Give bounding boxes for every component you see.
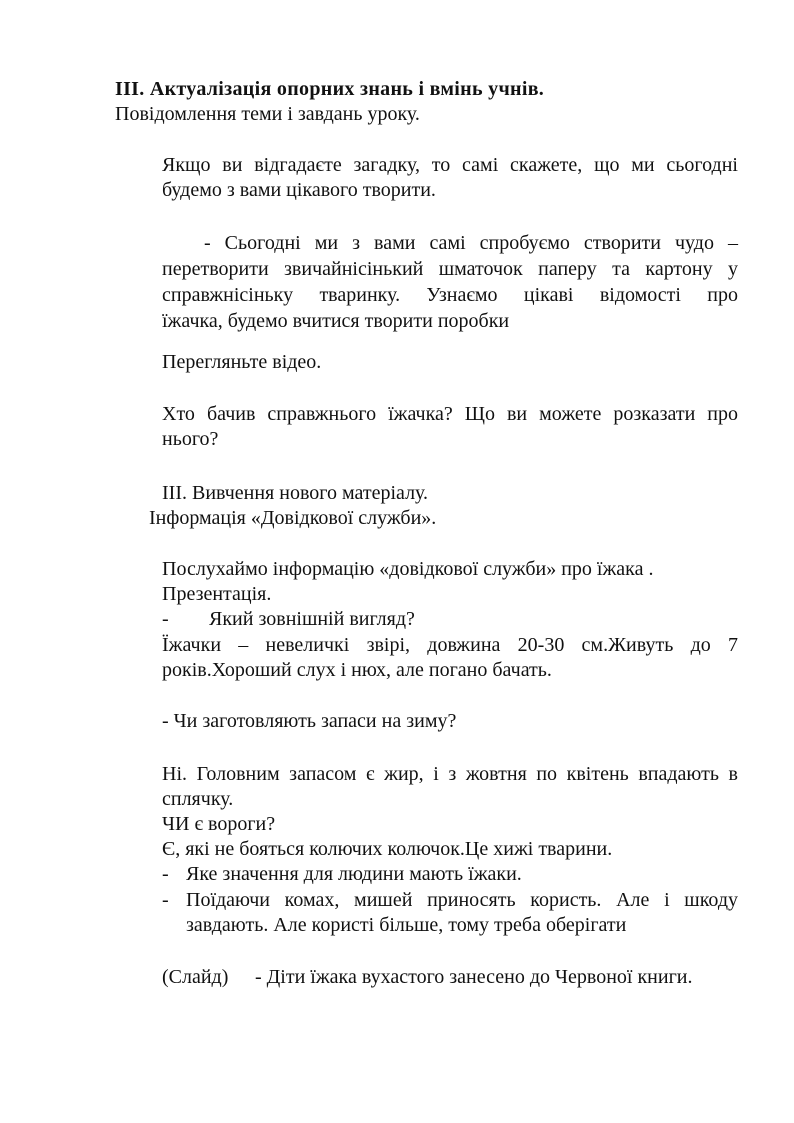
miracle-line-3: справжнісіньку тваринку. Узнаємо цікаві відомості про xyxy=(162,284,738,306)
stock-answer-line-2: сплячку. xyxy=(162,788,234,810)
list-dash-1: - xyxy=(162,863,169,885)
miracle-line-1: - Сьогодні ми з вами самі спробуємо створити чудо – xyxy=(204,232,738,254)
section-title: III. Актуалізація опорних знань і вмінь учнів. xyxy=(115,78,545,100)
riddle-line-2: будемо з вами цікавого творити. xyxy=(162,179,436,201)
list-dash-2: - xyxy=(162,889,169,911)
appearance-question: Який зовнішній вигляд? xyxy=(209,608,415,630)
list-item-1: Яке значення для людини мають їжаки. xyxy=(186,863,522,885)
section-subtitle: Повідомлення теми і завдань уроку. xyxy=(115,103,420,125)
listen-line: Послухаймо інформацію «довідкової служби» про їжака . xyxy=(162,558,654,580)
appearance-answer-line-1: Їжачки – невеличкі звірі, довжина 20-30 см.Живуть до 7 xyxy=(162,634,738,656)
presentation-line: Презентація. xyxy=(162,583,272,605)
appearance-answer-line-2: років.Хороший слух і нюх, але погано бачать. xyxy=(162,659,552,681)
question-line-1: Хто бачив справжнього їжачка? Що ви можете розказати про xyxy=(162,403,738,425)
section2-title: ІІІ. Вивчення нового матеріалу. xyxy=(162,482,429,504)
enemies-answer: Є, які не бояться колючих колючок.Це хижі тварини. xyxy=(162,838,613,860)
stock-answer-line-1: Ні. Головним запасом є жир, і з жовтня по квітень впадають в xyxy=(162,763,738,785)
miracle-line-4: їжачка, будемо вчитися творити поробки xyxy=(162,310,510,332)
appearance-dash: - xyxy=(162,608,169,630)
slide-label: (Слайд) xyxy=(162,966,229,988)
list-item-2-line-2: завдають. Але користі більше, тому треба оберігати xyxy=(186,914,627,936)
slide-text: - Діти їжака вухастого занесено до Червоної книги. xyxy=(255,966,693,988)
list-item-2-line-1: Поїдаючи комах, мишей приносять користь. Але і шкоду xyxy=(186,889,738,911)
miracle-line-2: перетворити звичайнісінький шматочок паперу та картону у xyxy=(162,258,738,280)
stock-question: - Чи заготовляють запаси на зиму? xyxy=(162,710,457,732)
riddle-line-1: Якщо ви відгадаєте загадку, то самі скажете, що ми сьогодні xyxy=(162,154,738,176)
video-instruction: Перегляньте відео. xyxy=(162,351,322,373)
section2-subtitle: Інформація «Довідкової служби». xyxy=(149,507,437,529)
question-line-2: нього? xyxy=(162,428,219,450)
enemies-question: ЧИ є вороги? xyxy=(162,813,276,835)
